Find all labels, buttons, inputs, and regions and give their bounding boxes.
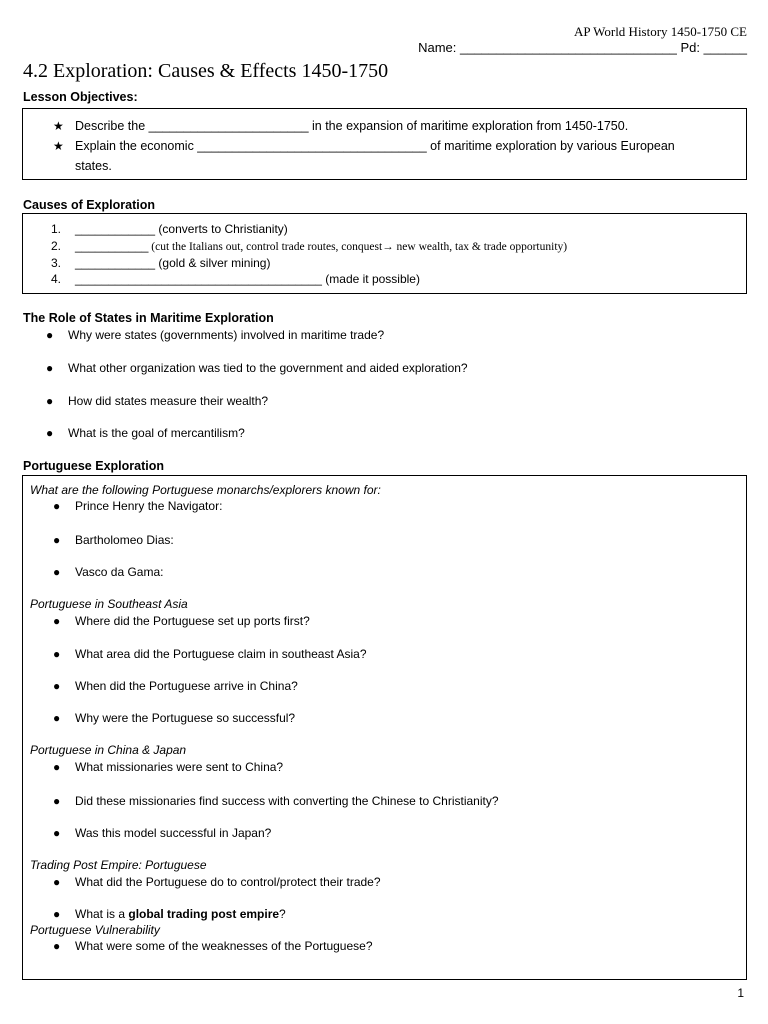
key-term: global trading post empire — [128, 907, 280, 921]
cause-text: (gold & silver mining) — [155, 256, 271, 270]
cause-text: (converts to Christianity) — [155, 222, 288, 236]
question-item — [53, 794, 499, 808]
bullet-icon: ● — [53, 614, 61, 628]
cause-item — [51, 221, 288, 237]
explorers-prompt: What are the following Portuguese monarchs/explorers known for: — [30, 483, 381, 497]
question-item — [46, 394, 268, 408]
objective-item — [53, 116, 629, 136]
question-item — [53, 711, 295, 725]
answer-blank: ___________ — [75, 239, 149, 253]
section-subheading: Portuguese Vulnerability — [30, 923, 160, 937]
question-text: Why were the Portuguese so successful? — [75, 711, 296, 725]
question-text: Prince Henry the Navigator: — [75, 499, 223, 513]
answer-blank: _____________________________________ — [75, 272, 322, 286]
cause-item — [51, 255, 270, 271]
bullet-icon: ● — [53, 679, 61, 693]
name-period-line: Name: ______________________________ Pd: ______ — [418, 40, 747, 55]
cause-item — [51, 238, 567, 255]
question-text: What missionaries were sent to China? — [75, 760, 284, 774]
question-text: How did states measure their wealth? — [68, 394, 269, 408]
list-number: 1. — [51, 222, 62, 236]
list-number: 3. — [51, 256, 62, 270]
question-text: Did these missionaries find success with converting the Chinese to Christianity? — [75, 794, 499, 808]
star-bullet-icon: ★ — [53, 139, 64, 153]
bullet-icon: ● — [53, 533, 61, 547]
portuguese-heading: Portuguese Exploration — [23, 459, 164, 473]
question-text: What were some of the weaknesses of the Portuguese? — [75, 939, 373, 953]
cause-text: (made it possible) — [321, 272, 420, 286]
cause-text: (cut the Italians out, control trade routes, conquest→ new wealth, tax & trade opportunity) — [148, 241, 568, 253]
question-item — [53, 679, 298, 693]
question-item — [46, 361, 468, 375]
bullet-icon: ● — [53, 565, 61, 579]
course-title: AP World History 1450-1750 CE — [573, 24, 747, 39]
question-item — [53, 760, 283, 774]
causes-box — [22, 213, 747, 294]
answer-blank: ____________ — [75, 222, 156, 236]
objectives-box — [22, 108, 747, 180]
question-text: What is the goal of mercantilism? — [68, 426, 245, 440]
list-number: 4. — [51, 272, 62, 286]
cause-item — [51, 271, 420, 287]
question-item — [53, 907, 286, 921]
objective-text-continued: states. — [75, 159, 112, 173]
bullet-icon: ● — [53, 907, 61, 921]
bullet-icon: ● — [53, 939, 61, 953]
question-item — [53, 875, 381, 889]
bullet-icon: ● — [53, 875, 61, 889]
objective-item — [53, 136, 675, 156]
question-text: ? — [279, 907, 286, 921]
bullet-icon: ● — [46, 328, 54, 342]
section-subheading: Portuguese in Southeast Asia — [30, 597, 188, 611]
objective-text: Describe the _______________________ in the expansion of maritime exploration from 1450-1750. — [75, 119, 629, 133]
section-subheading: Trading Post Empire: Portuguese — [30, 858, 207, 872]
bullet-icon: ● — [53, 826, 61, 840]
answer-blank: ____________ — [75, 256, 156, 270]
question-text: Bartholomeo Dias: — [75, 533, 174, 547]
bullet-icon: ● — [46, 394, 54, 408]
question-text: Why were states (governments) involved in maritime trade? — [68, 328, 385, 342]
question-text: Vasco da Gama: — [75, 565, 164, 579]
question-item — [53, 826, 271, 840]
bullet-icon: ● — [46, 361, 54, 375]
question-text: Was this model successful in Japan? — [75, 826, 272, 840]
question-item — [53, 533, 174, 547]
question-text: What area did the Portuguese claim in southeast Asia? — [75, 647, 367, 661]
question-item — [53, 565, 164, 579]
question-text: Where did the Portuguese set up ports first? — [75, 614, 310, 628]
question-text: What other organization was tied to the government and aided exploration? — [68, 361, 468, 375]
page-number: 1 — [737, 986, 744, 1000]
page-title: 4.2 Exploration: Causes & Effects 1450-1750 — [23, 60, 389, 82]
bullet-icon: ● — [53, 794, 61, 808]
causes-heading: Causes of Exploration — [23, 198, 155, 212]
star-bullet-icon: ★ — [53, 119, 64, 133]
portuguese-box — [22, 475, 747, 980]
bullet-icon: ● — [53, 760, 61, 774]
question-item — [46, 426, 245, 440]
bullet-icon: ● — [53, 647, 61, 661]
question-text: When did the Portuguese arrive in China? — [75, 679, 298, 693]
list-number: 2. — [51, 239, 62, 253]
question-item — [46, 328, 384, 342]
question-text: What did the Portuguese do to control/protect their trade? — [75, 875, 381, 889]
question-item — [53, 939, 373, 953]
objectives-heading: Lesson Objectives: — [23, 90, 138, 104]
question-item — [53, 647, 367, 661]
bullet-icon: ● — [53, 499, 61, 513]
bullet-icon: ● — [46, 426, 54, 440]
question-item — [53, 499, 222, 513]
section-subheading: Portuguese in China & Japan — [30, 743, 187, 757]
question-text: What is a — [75, 907, 129, 921]
objective-text: Explain the economic _________________________________ of maritime exploration by various European — [75, 139, 675, 153]
states-heading: The Role of States in Maritime Exploration — [23, 311, 274, 325]
bullet-icon: ● — [53, 711, 61, 725]
question-item — [53, 614, 310, 628]
